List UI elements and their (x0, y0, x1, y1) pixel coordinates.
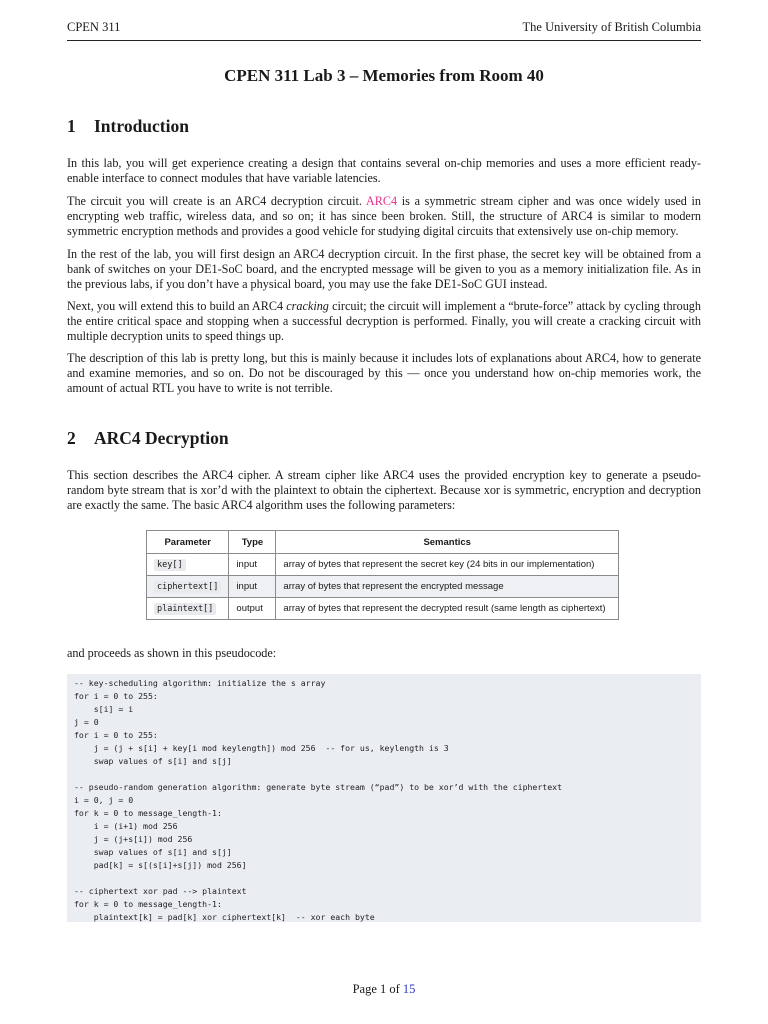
table-header-cell: Parameter (147, 531, 229, 554)
code-line: swap values of s[i] and s[j] (74, 847, 232, 857)
total-pages-link[interactable]: 15 (402, 982, 416, 996)
section-1-heading (67, 116, 189, 137)
arc4-link[interactable]: ARC4 (365, 194, 398, 208)
section-2-number: 2 (67, 428, 76, 448)
intro-paragraph-1: In this lab, you will get experience creating a design that contains several on-chip memories and uses a more efficient ready-enable interface to connect modules that have variable latencies. (67, 156, 701, 185)
section-1-number: 1 (67, 116, 76, 136)
table-header-cell: Semantics (276, 531, 619, 554)
param-name: plaintext[] (154, 603, 216, 615)
arc4-paragraph-2: and proceeds as shown in this pseudocode: (67, 646, 277, 660)
code-line: for i = 0 to 255: (74, 730, 158, 740)
code-line: plaintext[k] = pad[k] xor ciphertext[k] -- xor each byte (74, 912, 375, 922)
code-line: i = 0, j = 0 (74, 795, 134, 805)
table-cell: array of bytes that represent the encrypted message (276, 576, 619, 598)
code-line: j = (j + s[i] + key[i mod keylength]) mod 256 -- for us, keylength is 3 (74, 743, 449, 753)
table-cell (147, 598, 229, 620)
header-university: The University of British Columbia (522, 20, 701, 34)
pseudocode-block (67, 674, 701, 922)
intro-paragraph-2 (67, 194, 701, 239)
code-line: for k = 0 to message_length-1: (74, 808, 222, 818)
code-line: swap values of s[i] and s[j] (74, 756, 232, 766)
table-cell: array of bytes that represent the decrypted result (same length as ciphertext) (276, 598, 619, 620)
table-cell (147, 554, 229, 576)
intro-p4-text-a: Next, you will extend this to build an ARC4 (67, 299, 287, 313)
code-line: j = (j+s[i]) mod 256 (74, 834, 193, 844)
table-cell: output (229, 598, 276, 620)
section-2-heading (67, 428, 229, 449)
code-line: for i = 0 to 255: (74, 691, 158, 701)
code-line: i = (i+1) mod 256 (74, 821, 178, 831)
table-row (147, 576, 619, 598)
section-1-title: Introduction (94, 116, 189, 136)
header-course: CPEN 311 (67, 20, 121, 34)
param-name: ciphertext[] (154, 581, 221, 593)
table-row (147, 598, 619, 620)
intro-p4-text-b: circuit; the circuit will implement a “brute-force” attack by cycling through the entire critical space and stopping when a successful decryption is performed. Finally, you will create a cracking circuit with multiple decryption units to speed things up. (67, 299, 701, 343)
table-cell (147, 576, 229, 598)
page-footer (0, 982, 768, 997)
table-cell: input (229, 576, 276, 598)
section-2-title: ARC4 Decryption (94, 428, 229, 448)
table-header-row (147, 531, 619, 554)
code-line (74, 872, 694, 885)
intro-paragraph-3: In the rest of the lab, you will first design an ARC4 decryption circuit. In the first phase, the secret key will be obtained from a bank of switches on your DE1-SoC board, and the encrypted message will be given to you as a memory initialization file. As in the previous labs, if you don’t have a physical board, you may use the fake DE1-SoC GUI instead. (67, 247, 701, 291)
table-cell: array of bytes that represent the secret key (24 bits in our implementation) (276, 554, 619, 576)
code-line: j = 0 (74, 717, 99, 727)
intro-paragraph-5: The description of this lab is pretty long, but this is mainly because it includes lots of explanations about ARC4, how to generate and examine memories, and so on. Do not be discouraged by this — once you understand how on-chip memories work, the amount of actual RTL you have to write is not terrible. (67, 351, 701, 395)
table-cell: input (229, 554, 276, 576)
code-line: pad[k] = s[(s[i]+s[j]) mod 256] (74, 860, 247, 870)
code-line: -- key-scheduling algorithm: initialize the s array (74, 678, 326, 688)
running-header (67, 20, 701, 41)
intro-paragraph-4 (67, 299, 701, 344)
table-header-cell: Type (229, 531, 276, 554)
document-title: CPEN 311 Lab 3 – Memories from Room 40 (224, 66, 544, 85)
arc4-paragraph-1: This section describes the ARC4 cipher. A stream cipher like ARC4 uses the provided encryption key to generate a pseudo-random byte stream that is xor’d with the plaintext to obtain the ciphertext. Because xor is symmetric, encryption and decryption are exactly the same. The basic ARC4 algorithm uses the following parameters: (67, 468, 701, 512)
code-line: -- pseudo-random generation algorithm: generate byte stream (“pad”) to be xor’d with the ciphertext (74, 782, 562, 792)
code-line: for k = 0 to message_length-1: (74, 899, 222, 909)
code-line (74, 768, 694, 781)
table-row (147, 554, 619, 576)
intro-p2-text-b: is a symmetric stream cipher and was once widely used in encrypting web traffic, wireless data, and so on; it has since been broken. Still, the structure of ARC4 is similar to modern symmetric encryption methods and provides a good vehicle for studying digital circuits that extensively use on-chip memory. (67, 194, 702, 238)
intro-p2-text-a: The circuit you will create is an ARC4 decryption circuit. (67, 194, 366, 208)
code-line: -- ciphertext xor pad --> plaintext (74, 886, 247, 896)
code-line: s[i] = i (74, 704, 134, 714)
intro-p4-emphasis: cracking (286, 299, 329, 313)
param-name: key[] (154, 559, 186, 571)
page-label: Page 1 of (352, 982, 403, 996)
parameter-table (146, 530, 619, 620)
